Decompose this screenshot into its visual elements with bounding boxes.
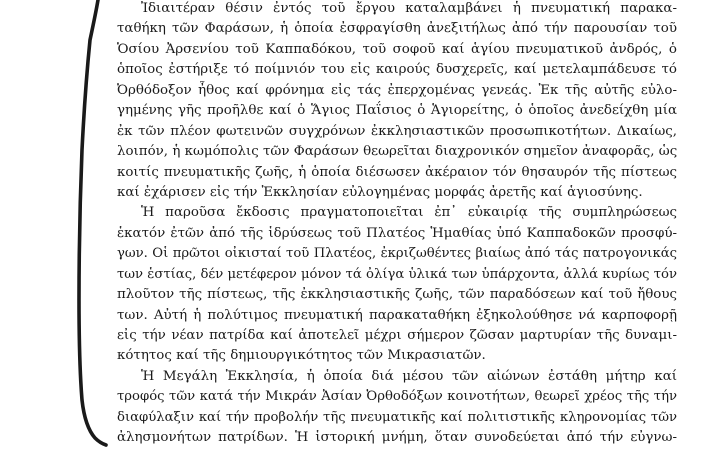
text-line: ὁποῖος ἐστήριξε τό ποίμνιόν του εἰς καιρούς δυσχερεῖς, καί μετελαμπάδευσε τό <box>117 62 677 78</box>
paragraph-2 <box>117 203 677 367</box>
text-line: γημένης γῆς προῆλθε καί ὁ Ἅγιος Παΐσιος ὁ Ἁγιορείτης, ὁ ὁποῖος ἀνεδείχθη μία <box>117 103 677 119</box>
text-line: των ἑστίας, δέν μετέφερον μόνον τά ὀλίγα ὑλικά των ὑπάρχοντα, ἀλλά κυρίως τόν <box>117 266 677 282</box>
text-line: ἐκ τῶν πλέον φωτεινῶν συγχρόνων ἐκκλησιαστικῶν προσωπικοτήτων. Δικαίως, <box>117 123 677 139</box>
text-line: Ἡ Μεγάλη Ἐκκλησία, ἡ ὁποία διά μέσου τῶν αἰώνων ἐστάθη μήτηρ καί <box>141 368 677 384</box>
text-line: πλοῦτον τῆς πίστεως, τῆς ἐκκλησιαστικῆς ζωῆς, τῶν παραδόσεων καί τοῦ ἤθους <box>117 287 677 303</box>
text-line: ἑκατόν ἐτῶν ἀπό τῆς ἱδρύσεως τοῦ Πλατέος Ἡμαθίας ὑπό Καππαδοκῶν προσφύ- <box>117 225 677 241</box>
text-line: γων. Οἱ πρῶτοι οἰκισταί τοῦ Πλατέος, ἐκριζωθέντες βιαίως ἀπό τάς πατρογονικάς <box>117 246 677 262</box>
paragraph-1 <box>117 0 677 203</box>
text-line: Ἰδιαιτέραν θέσιν ἐντός τοῦ ἔργου καταλαμβάνει ἡ πνευματική παρακα- <box>141 1 677 16</box>
paragraph-3 <box>117 367 677 449</box>
body-text <box>117 0 677 449</box>
text-line: διαφύλαξιν καί τήν προβολήν τῆς πνευματικῆς καί πολιτιστικῆς κληρονομίας τῶν <box>117 409 677 425</box>
text-line: ταθήκη τῶν Φαράσων, ἡ ὁποία ἐσφραγίσθη ἀνεξιτήλως ἀπό τήν παρουσίαν τοῦ <box>117 21 677 37</box>
text-line: λοιπόν, ἡ κωμόπολις τῶν Φαράσων θεωρεῖται διαχρονικόν σημεῖον ἀναφορᾶς, ὡς <box>117 144 677 160</box>
text-line: τροφός τῶν κατά τήν Μικράν Ἀσίαν Ὀρθοδόξων κοινοτήτων, θεωρεῖ χρέος τῆς τήν <box>117 389 677 405</box>
text-line: κοιτίς πνευματικῆς ζωῆς, ἡ ὁποία διέσωσεν ἀκέραιον τόν θησαυρόν τῆς πίστεως <box>117 164 677 180</box>
text-line: Ἡ παροῦσα ἔκδοσις πραγματοποιεῖται ἐπ᾽ εὐκαιρίᾳ τῆς συμπληρώσεως <box>141 205 677 221</box>
margin-bracket-line <box>0 0 110 453</box>
text-line: κότητος καί τῆς δημιουργικότητος τῶν Μικρασιατῶν. <box>117 348 486 364</box>
text-line: ἀλησμονήτων πατρίδων. Ἡ ἱστορική μνήμη, ὅταν συνοδεύεται ἀπό τήν εὐγνω- <box>117 430 677 446</box>
text-line: καί ἐχάρισεν εἰς τήν Ἐκκλησίαν εὐλογημένας μορφάς ἀρετῆς καί ἁγιοσύνης. <box>117 184 643 200</box>
text-line: Ὀρθόδοξον ἦθος καί φρόνημα εἰς τάς ἐπερχομένας γενεάς. Ἐκ τῆς αὐτῆς εὐλο- <box>117 82 677 98</box>
text-line: εἰς τήν νέαν πατρίδα καί ἀποτελεῖ μέχρι σήμερον ζῶσαν μαρτυρίαν τῆς δυναμι- <box>117 328 677 343</box>
text-line: Ὁσίου Ἀρσενίου τοῦ Καππαδόκου, τοῦ σοφοῦ καί ἁγίου πνευματικοῦ ἀνδρός, ὁ <box>117 41 677 57</box>
text-line: των. Αὐτή ἡ πολύτιμος πνευματική παρακαταθήκη ἐξηκολούθησε νά καρποφορῇ <box>117 307 677 323</box>
